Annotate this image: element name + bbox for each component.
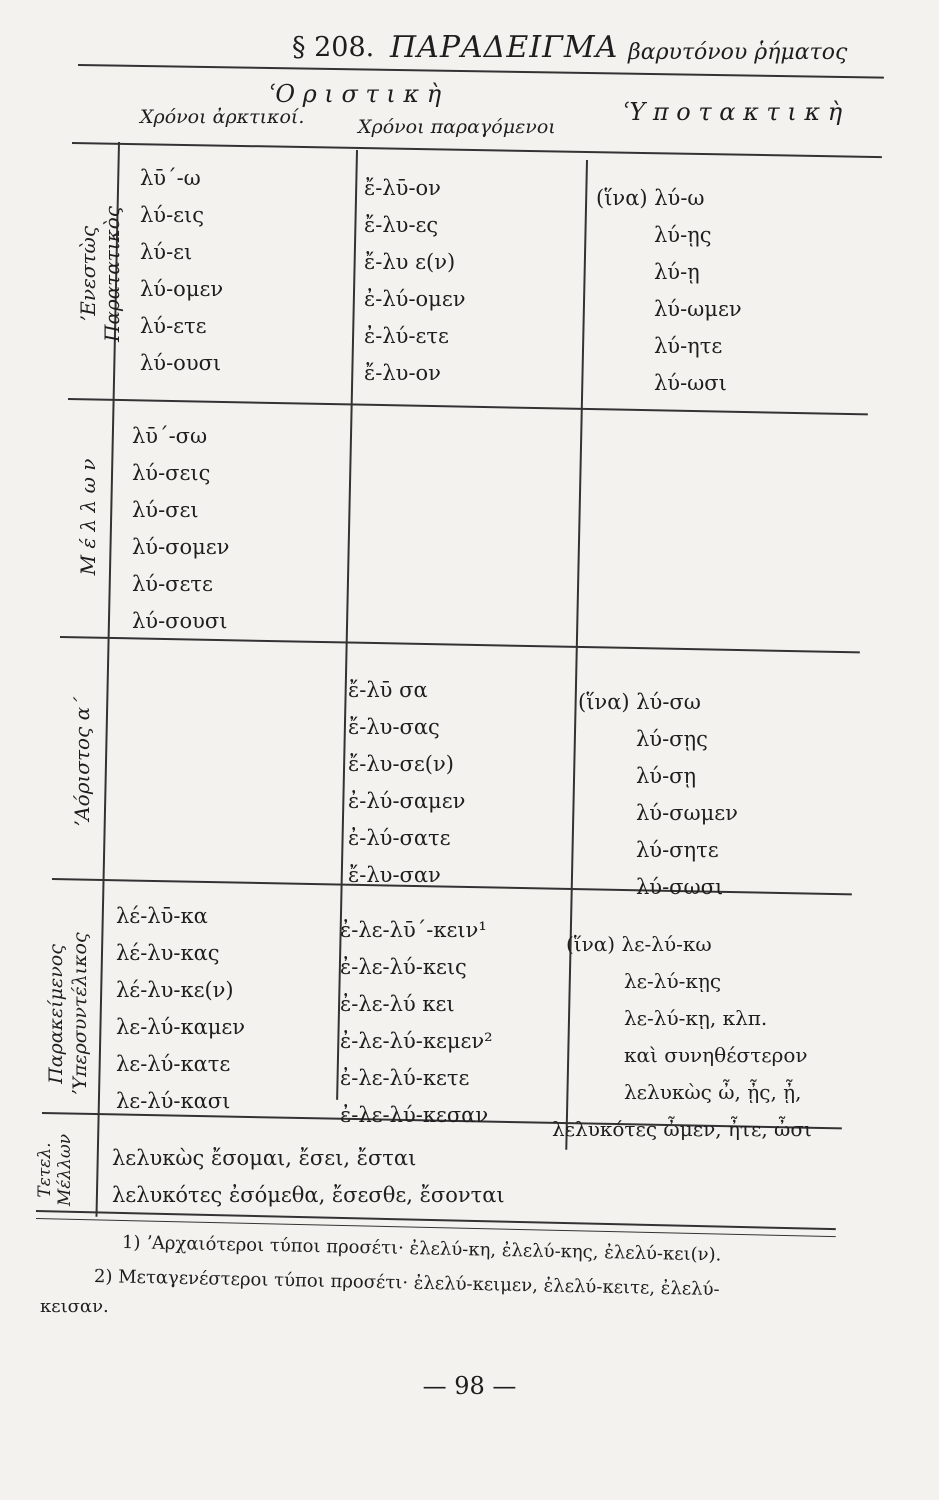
form-line: ἐ-λε-λύ-κεμεν² <box>340 1029 493 1053</box>
form-line: ἔ-λυ-ον <box>364 361 441 385</box>
form-line: λύ-ῃ <box>654 260 700 284</box>
form-line: λύ-ωσι <box>654 371 727 395</box>
row-rule-1 <box>68 398 868 415</box>
aoristos-secondary <box>348 672 465 894</box>
form-line: ἔ-λυ-ες <box>364 213 439 237</box>
form-line: λύ-ουσι <box>140 351 222 375</box>
enestos-primary <box>140 160 223 382</box>
form-line: λύ-σετε <box>132 572 213 596</box>
row-label-enestos: ʼΕνεστὼς Παρατατικὸς <box>76 205 124 343</box>
form-line: ἐ-λύ-σαμεν <box>348 789 466 813</box>
form-line: λελυκότες ὦμεν, ἦτε, ὦσι <box>552 1117 812 1141</box>
form-line: ἐ-λε-λύ-κεις <box>340 955 467 979</box>
form-line: ἐ-λε-λῡ΄-κειν¹ <box>340 918 487 942</box>
form-line: λύ-ῃς <box>654 223 712 247</box>
form-line: λύ-σομεν <box>132 535 230 559</box>
footnote-1: 1) ʼΑρχαιότεροι τύποι προσέτι· ἐλελύ-κη, ἐλελύ-κης, ἐλελύ-κει(ν). <box>121 1232 722 1266</box>
form-line: λύ-σῃς <box>636 727 708 751</box>
row-label-parakeimenos: Παρακείμενος ʼΥπερσυντέλικος <box>45 932 91 1096</box>
page-title: ΠΑΡΑΔΕΙΓΜΑ <box>390 30 619 65</box>
row-label-mellon: Μ έ λ λ ω ν <box>76 458 100 576</box>
column-header-paragomenoi: Χρόνοι παραγόμενοι <box>358 116 556 138</box>
footnote-2-continued: κεισαν. <box>40 1296 109 1317</box>
form-line: λύ-ωμεν <box>654 297 742 321</box>
form-line: λε-λύ-κῃς <box>624 969 722 993</box>
section-number: § 208. <box>292 32 375 63</box>
form-line: λῡ΄-ω <box>140 166 201 190</box>
form-line: λύ-ομεν <box>140 277 224 301</box>
header-rule <box>72 142 882 158</box>
mellon-primary <box>132 418 229 640</box>
form-line: ἐ-λύ-ομεν <box>364 287 466 311</box>
paratatikos-secondary <box>364 170 465 392</box>
form-line: λύ-ετε <box>140 314 207 338</box>
ypersyntelikos-secondary <box>340 912 493 1134</box>
form-line: λελυκὼς ἔσομαι, ἔσει, ἔσται <box>112 1146 417 1170</box>
form-line: λελυκότες ἐσόμεθα, ἔσεσθε, ἔσονται <box>112 1183 505 1207</box>
form-line: λύ-σωμεν <box>636 801 738 825</box>
form-line: καὶ συνηθέστερον <box>624 1043 808 1067</box>
row-label-aoristos: ʼΑόριστος α΄ <box>70 696 94 828</box>
form-line: λελυκὼς ὦ, ᾖς, ᾖ, <box>624 1080 802 1104</box>
form-line: λε-λύ-κῃ, κλπ. <box>624 1006 768 1030</box>
form-line: λέ-λυ-κας <box>116 941 220 965</box>
form-line: λύ-σεις <box>132 461 211 485</box>
form-line: (ἵνα) λύ-ω <box>596 186 705 210</box>
form-line: λέ-λυ-κε(ν) <box>116 978 234 1002</box>
enestos-subjunctive <box>596 180 742 402</box>
form-line: ἔ-λῡ-ον <box>364 176 441 200</box>
form-line: ἔ-λυ-σας <box>348 715 440 739</box>
form-line: ἐ-λε-λύ κει <box>340 992 455 1016</box>
parakeimenos-subjunctive <box>552 926 812 1148</box>
form-line: λέ-λῡ-κα <box>116 904 208 928</box>
page-number: — 98 — <box>422 1372 517 1400</box>
column-header-archikoi: Χρόνοι ἀρκτικοί. <box>140 106 305 128</box>
form-line: λύ-σουσι <box>132 609 228 633</box>
form-line: ἔ-λυ-σε(ν) <box>348 752 454 776</box>
form-line: (ἵνα) λύ-σω <box>578 690 701 714</box>
form-line: λύ-ητε <box>654 334 723 358</box>
form-line: λύ-εις <box>140 203 205 227</box>
form-line: λύ-ει <box>140 240 193 264</box>
form-line: ἔ-λυ ε(ν) <box>364 250 456 274</box>
aoristos-subjunctive <box>578 684 738 906</box>
form-line: λύ-σει <box>132 498 199 522</box>
form-line: λε-λύ-κατε <box>116 1052 231 1076</box>
form-line: ἔ-λῡ σα <box>348 678 428 702</box>
footnote-2: 2) Μεταγενέστεροι τύποι προσέτι· ἐλελύ-κειμεν, ἐλελύ-κειτε, ἐλελύ- <box>93 1266 720 1301</box>
form-line: ἐ-λύ-σατε <box>348 826 451 850</box>
form-line: ἐ-λε-λύ-κετε <box>340 1066 470 1090</box>
form-line: λε-λύ-κασι <box>116 1089 231 1113</box>
form-line: ἔ-λυ-σαν <box>348 863 441 887</box>
form-line: (ἵνα) λε-λύ-κω <box>566 932 712 956</box>
form-line: λύ-σητε <box>636 838 719 862</box>
form-line: ἐ-λε-λύ-κεσαν <box>340 1103 489 1127</box>
column-header-ypotaktiki: ʿΥ π ο τ α κ τ ι κ ὴ <box>622 98 843 126</box>
form-line: λύ-σῃ <box>636 764 697 788</box>
row-label-tetel-mellon: Τετελ. Μέλλων <box>35 1133 75 1207</box>
tetel-mellon-forms <box>112 1140 505 1214</box>
column-header-oristiki: ʿΟ ρ ι σ τ ι κ ὴ <box>268 80 442 108</box>
form-line: λύ-σωσι <box>636 875 724 899</box>
form-line: ἐ-λύ-ετε <box>364 324 449 348</box>
form-line: λῡ΄-σω <box>132 424 208 448</box>
form-line: λε-λύ-καμεν <box>116 1015 246 1039</box>
page-subtitle: βαρυτόνου ῥήματος <box>628 40 848 65</box>
parakeimenos-primary <box>116 898 245 1120</box>
